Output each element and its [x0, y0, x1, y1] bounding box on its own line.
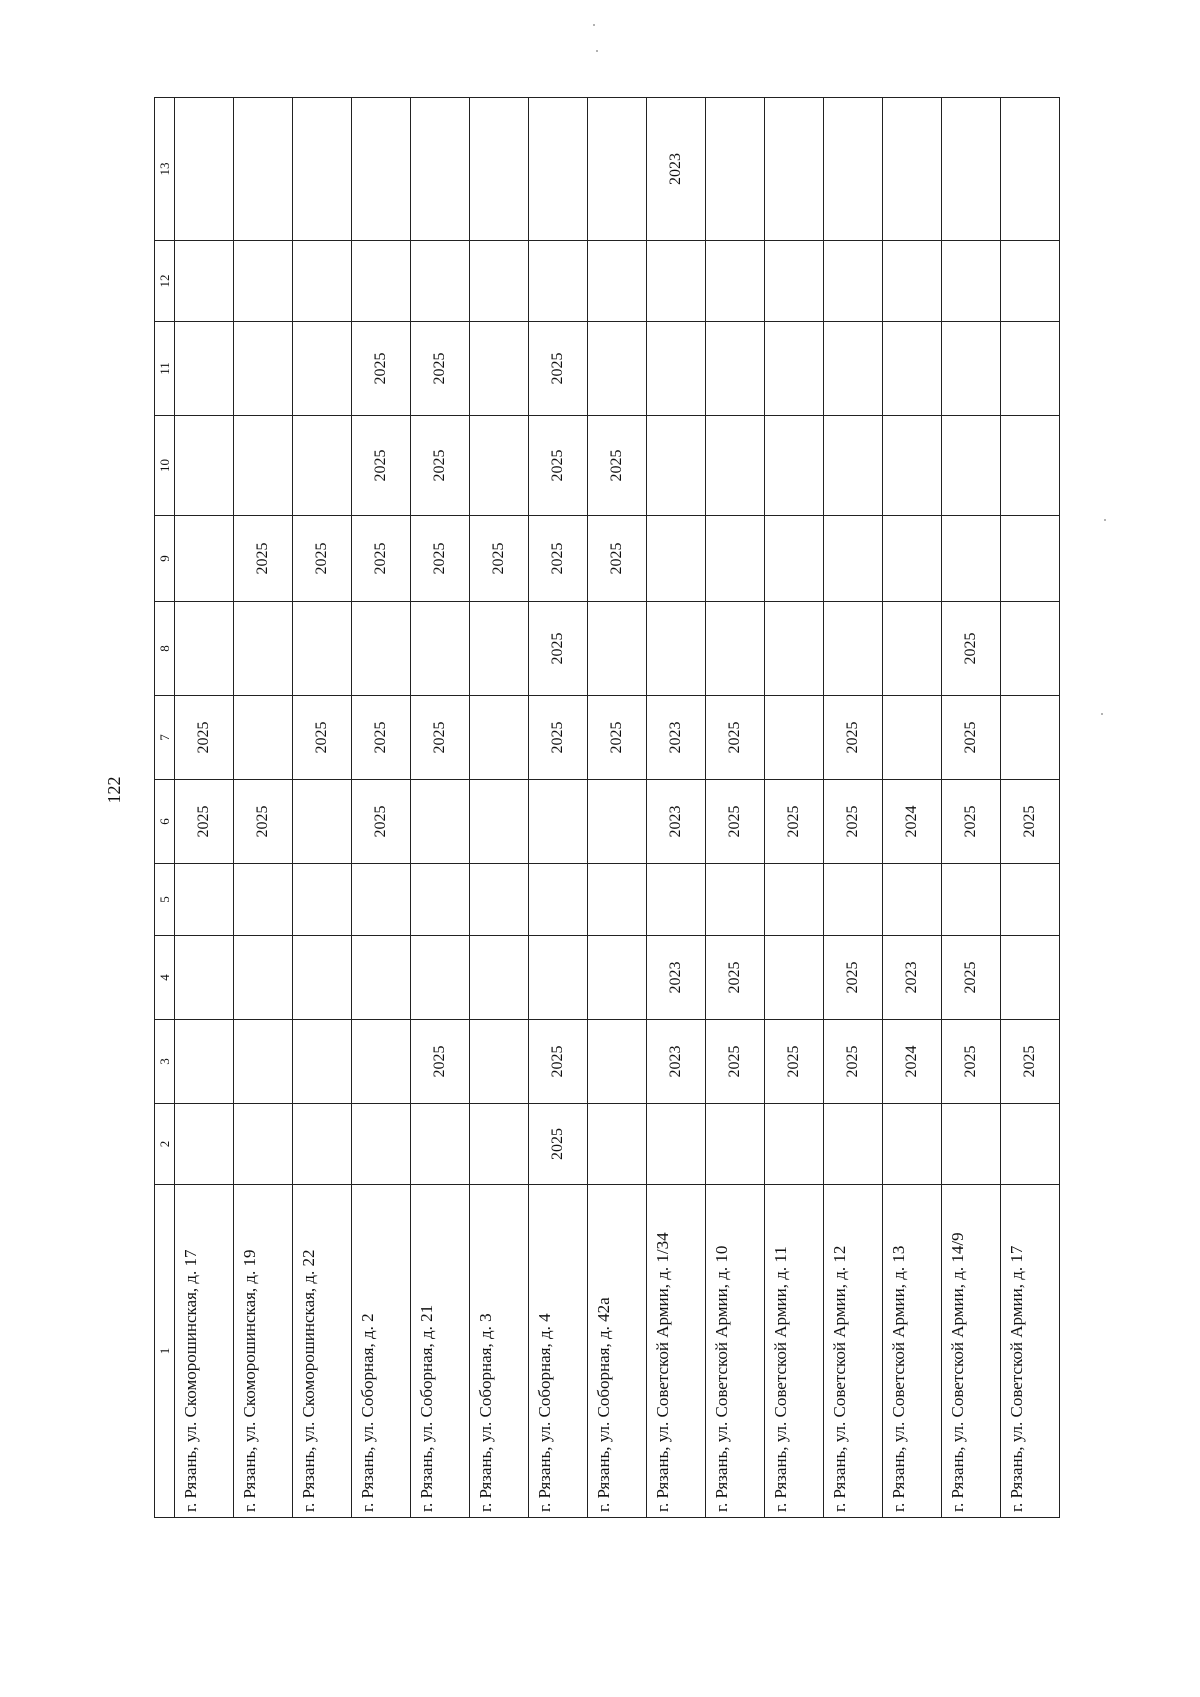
year-cell-col-13	[824, 98, 883, 241]
year-cell-col-8	[824, 602, 883, 696]
column-number-4: 4	[155, 936, 175, 1020]
year-cell-col-10	[942, 416, 1001, 516]
year-cell-col-13	[175, 98, 234, 241]
year-cell-col-13	[470, 98, 529, 241]
year-cell-col-2	[883, 1104, 942, 1185]
year-cell-col-6: 2025	[1001, 780, 1060, 864]
table-row	[293, 98, 352, 1518]
year-cell-col-5	[529, 864, 588, 936]
year-cell-col-12	[529, 241, 588, 322]
year-cell-col-13	[234, 98, 293, 241]
year-cell-col-3: 2024	[883, 1020, 942, 1104]
year-cell-col-13	[352, 98, 411, 241]
year-cell-col-7: 2025	[411, 696, 470, 780]
year-cell-col-9	[765, 516, 824, 602]
year-cell-col-6: 2025	[234, 780, 293, 864]
year-cell-col-4	[293, 936, 352, 1020]
table-row	[588, 98, 647, 1518]
year-cell-col-3	[293, 1020, 352, 1104]
year-cell-col-11	[883, 322, 942, 416]
address-cell: г. Рязань, ул. Соборная, д. 3	[470, 1185, 529, 1518]
year-cell-col-7	[765, 696, 824, 780]
year-cell-col-5	[470, 864, 529, 936]
table-body	[175, 98, 1060, 1518]
year-cell-col-8	[352, 602, 411, 696]
address-cell: г. Рязань, ул. Советской Армии, д. 14/9	[942, 1185, 1001, 1518]
scan-speck	[593, 24, 595, 26]
year-cell-col-11: 2025	[529, 322, 588, 416]
year-cell-col-10	[883, 416, 942, 516]
year-cell-col-3	[234, 1020, 293, 1104]
year-cell-col-6: 2024	[883, 780, 942, 864]
year-cell-col-13	[706, 98, 765, 241]
scan-speck	[596, 50, 598, 52]
year-cell-col-10	[293, 416, 352, 516]
year-cell-col-10: 2025	[588, 416, 647, 516]
year-cell-col-4: 2023	[883, 936, 942, 1020]
year-cell-col-11	[293, 322, 352, 416]
year-cell-col-10	[175, 416, 234, 516]
year-cell-col-8	[1001, 602, 1060, 696]
year-cell-col-12	[647, 241, 706, 322]
year-cell-col-3: 2025	[706, 1020, 765, 1104]
year-cell-col-7	[1001, 696, 1060, 780]
column-number-7: 7	[155, 696, 175, 780]
year-cell-col-6	[529, 780, 588, 864]
year-cell-col-5	[588, 864, 647, 936]
address-cell: г. Рязань, ул. Скоморошинская, д. 22	[293, 1185, 352, 1518]
year-cell-col-12	[765, 241, 824, 322]
table-row	[883, 98, 942, 1518]
column-number-9: 9	[155, 516, 175, 602]
year-cell-col-6	[588, 780, 647, 864]
year-cell-col-8	[883, 602, 942, 696]
table-row	[765, 98, 824, 1518]
rotated-table-frame	[154, 98, 1052, 1518]
year-cell-col-7: 2025	[942, 696, 1001, 780]
year-cell-col-9	[883, 516, 942, 602]
year-cell-col-3: 2023	[647, 1020, 706, 1104]
year-cell-col-5	[706, 864, 765, 936]
year-cell-col-4	[175, 936, 234, 1020]
year-cell-col-3: 2025	[411, 1020, 470, 1104]
year-cell-col-6: 2025	[824, 780, 883, 864]
year-cell-col-12	[234, 241, 293, 322]
year-cell-col-5	[765, 864, 824, 936]
table-row	[1001, 98, 1060, 1518]
year-cell-col-9: 2025	[352, 516, 411, 602]
year-cell-col-2	[706, 1104, 765, 1185]
table-row	[411, 98, 470, 1518]
year-cell-col-9	[706, 516, 765, 602]
year-cell-col-5	[647, 864, 706, 936]
table-row	[470, 98, 529, 1518]
column-number-3: 3	[155, 1020, 175, 1104]
year-cell-col-4	[529, 936, 588, 1020]
year-cell-col-8	[765, 602, 824, 696]
year-cell-col-11	[1001, 322, 1060, 416]
year-cell-col-2	[470, 1104, 529, 1185]
year-cell-col-2	[824, 1104, 883, 1185]
year-cell-col-10	[824, 416, 883, 516]
year-cell-col-12	[942, 241, 1001, 322]
year-cell-col-6: 2025	[942, 780, 1001, 864]
year-cell-col-7: 2025	[588, 696, 647, 780]
year-cell-col-6: 2025	[765, 780, 824, 864]
year-cell-col-8	[647, 602, 706, 696]
year-cell-col-4	[588, 936, 647, 1020]
year-cell-col-7: 2025	[706, 696, 765, 780]
year-cell-col-7: 2025	[352, 696, 411, 780]
year-cell-col-10	[647, 416, 706, 516]
column-number-row	[155, 98, 175, 1518]
year-cell-col-6	[470, 780, 529, 864]
year-cell-col-6: 2023	[647, 780, 706, 864]
scan-speck	[1104, 519, 1106, 521]
year-cell-col-4	[352, 936, 411, 1020]
year-cell-col-3: 2025	[1001, 1020, 1060, 1104]
year-cell-col-7: 2025	[175, 696, 234, 780]
year-cell-col-7: 2023	[647, 696, 706, 780]
year-cell-col-8: 2025	[529, 602, 588, 696]
year-cell-col-11: 2025	[411, 322, 470, 416]
address-cell: г. Рязань, ул. Советской Армии, д. 10	[706, 1185, 765, 1518]
year-cell-col-9	[1001, 516, 1060, 602]
year-cell-col-10: 2025	[529, 416, 588, 516]
year-cell-col-2	[175, 1104, 234, 1185]
year-cell-col-8	[588, 602, 647, 696]
year-cell-col-13	[883, 98, 942, 241]
year-cell-col-11	[234, 322, 293, 416]
address-cell: г. Рязань, ул. Скоморошинская, д. 19	[234, 1185, 293, 1518]
column-number-5: 5	[155, 864, 175, 936]
year-cell-col-11	[470, 322, 529, 416]
year-cell-col-7	[470, 696, 529, 780]
table-row	[352, 98, 411, 1518]
year-cell-col-9: 2025	[529, 516, 588, 602]
address-cell: г. Рязань, ул. Советской Армии, д. 1/34	[647, 1185, 706, 1518]
year-cell-col-13: 2023	[647, 98, 706, 241]
year-cell-col-4	[234, 936, 293, 1020]
year-cell-col-9: 2025	[234, 516, 293, 602]
year-cell-col-3: 2025	[765, 1020, 824, 1104]
year-cell-col-9: 2025	[411, 516, 470, 602]
year-cell-col-12	[1001, 241, 1060, 322]
column-number-11: 11	[155, 322, 175, 416]
year-cell-col-10: 2025	[352, 416, 411, 516]
address-cell: г. Рязань, ул. Соборная, д. 2	[352, 1185, 411, 1518]
address-cell: г. Рязань, ул. Скоморошинская, д. 17	[175, 1185, 234, 1518]
year-cell-col-2: 2025	[529, 1104, 588, 1185]
year-cell-col-8	[175, 602, 234, 696]
year-cell-col-3: 2025	[942, 1020, 1001, 1104]
table-header	[155, 98, 175, 1518]
year-cell-col-12	[411, 241, 470, 322]
year-cell-col-12	[293, 241, 352, 322]
year-cell-col-5	[942, 864, 1001, 936]
year-cell-col-10	[234, 416, 293, 516]
year-cell-col-11: 2025	[352, 322, 411, 416]
year-cell-col-12	[824, 241, 883, 322]
year-cell-col-11	[824, 322, 883, 416]
year-cell-col-7: 2025	[824, 696, 883, 780]
year-cell-col-7: 2025	[529, 696, 588, 780]
table-row	[942, 98, 1001, 1518]
scan-speck	[1101, 713, 1103, 715]
year-cell-col-3	[588, 1020, 647, 1104]
year-cell-col-10: 2025	[411, 416, 470, 516]
address-cell: г. Рязань, ул. Советской Армии, д. 12	[824, 1185, 883, 1518]
year-cell-col-12	[706, 241, 765, 322]
year-cell-col-11	[706, 322, 765, 416]
column-number-8: 8	[155, 602, 175, 696]
year-cell-col-5	[883, 864, 942, 936]
year-cell-col-11	[765, 322, 824, 416]
year-cell-col-11	[647, 322, 706, 416]
year-cell-col-11	[588, 322, 647, 416]
year-cell-col-6: 2025	[175, 780, 234, 864]
year-cell-col-8	[470, 602, 529, 696]
year-cell-col-7	[234, 696, 293, 780]
column-number-2: 2	[155, 1104, 175, 1185]
table-row	[529, 98, 588, 1518]
year-cell-col-11	[175, 322, 234, 416]
year-cell-col-5	[234, 864, 293, 936]
column-number-13: 13	[155, 98, 175, 241]
year-cell-col-9	[824, 516, 883, 602]
address-cell: г. Рязань, ул. Соборная, д. 21	[411, 1185, 470, 1518]
year-cell-col-12	[175, 241, 234, 322]
year-cell-col-12	[352, 241, 411, 322]
year-cell-col-2	[1001, 1104, 1060, 1185]
year-cell-col-4	[411, 936, 470, 1020]
year-cell-col-13	[529, 98, 588, 241]
year-cell-col-2	[588, 1104, 647, 1185]
year-cell-col-4: 2025	[824, 936, 883, 1020]
year-cell-col-6	[411, 780, 470, 864]
year-cell-col-9	[175, 516, 234, 602]
year-cell-col-13	[1001, 98, 1060, 241]
year-cell-col-2	[765, 1104, 824, 1185]
address-cell: г. Рязань, ул. Советской Армии, д. 17	[1001, 1185, 1060, 1518]
year-cell-col-8	[293, 602, 352, 696]
year-cell-col-8	[411, 602, 470, 696]
year-cell-col-13	[588, 98, 647, 241]
table-row	[647, 98, 706, 1518]
year-cell-col-2	[942, 1104, 1001, 1185]
year-cell-col-2	[352, 1104, 411, 1185]
year-cell-col-12	[883, 241, 942, 322]
year-cell-col-3: 2025	[824, 1020, 883, 1104]
address-cell: г. Рязань, ул. Советской Армии, д. 11	[765, 1185, 824, 1518]
year-cell-col-4	[470, 936, 529, 1020]
year-cell-col-3	[352, 1020, 411, 1104]
year-cell-col-5	[824, 864, 883, 936]
year-cell-col-8	[234, 602, 293, 696]
year-cell-col-2	[647, 1104, 706, 1185]
year-cell-col-12	[588, 241, 647, 322]
year-cell-col-9: 2025	[293, 516, 352, 602]
address-cell: г. Рязань, ул. Соборная, д. 42а	[588, 1185, 647, 1518]
year-cell-col-5	[352, 864, 411, 936]
year-cell-col-5	[411, 864, 470, 936]
year-cell-col-4: 2025	[706, 936, 765, 1020]
year-cell-col-5	[1001, 864, 1060, 936]
year-cell-col-2	[234, 1104, 293, 1185]
year-cell-col-5	[175, 864, 234, 936]
year-cell-col-3	[470, 1020, 529, 1104]
year-cell-col-2	[411, 1104, 470, 1185]
year-cell-col-3: 2025	[529, 1020, 588, 1104]
year-cell-col-10	[470, 416, 529, 516]
year-cell-col-12	[470, 241, 529, 322]
year-cell-col-9: 2025	[588, 516, 647, 602]
year-cell-col-13	[942, 98, 1001, 241]
year-cell-col-8	[706, 602, 765, 696]
table-row	[234, 98, 293, 1518]
year-cell-col-9	[942, 516, 1001, 602]
address-cell: г. Рязань, ул. Соборная, д. 4	[529, 1185, 588, 1518]
year-cell-col-6	[293, 780, 352, 864]
year-cell-col-11	[942, 322, 1001, 416]
year-cell-col-13	[293, 98, 352, 241]
year-cell-col-3	[175, 1020, 234, 1104]
year-cell-col-2	[293, 1104, 352, 1185]
year-cell-col-10	[765, 416, 824, 516]
year-cell-col-5	[293, 864, 352, 936]
year-cell-col-6: 2025	[352, 780, 411, 864]
address-cell: г. Рязань, ул. Советской Армии, д. 13	[883, 1185, 942, 1518]
year-cell-col-4	[1001, 936, 1060, 1020]
year-cell-col-7: 2025	[293, 696, 352, 780]
year-cell-col-7	[883, 696, 942, 780]
year-cell-col-10	[706, 416, 765, 516]
column-number-6: 6	[155, 780, 175, 864]
year-cell-col-8: 2025	[942, 602, 1001, 696]
table-row	[824, 98, 883, 1518]
year-cell-col-9: 2025	[470, 516, 529, 602]
column-number-10: 10	[155, 416, 175, 516]
schedule-table	[154, 97, 1060, 1518]
column-number-1: 1	[155, 1185, 175, 1518]
column-number-12: 12	[155, 241, 175, 322]
table-row	[175, 98, 234, 1518]
year-cell-col-4: 2025	[942, 936, 1001, 1020]
page-number: 122	[104, 776, 124, 804]
year-cell-col-13	[411, 98, 470, 241]
year-cell-col-4	[765, 936, 824, 1020]
year-cell-col-10	[1001, 416, 1060, 516]
table-row	[706, 98, 765, 1518]
year-cell-col-4: 2023	[647, 936, 706, 1020]
year-cell-col-9	[647, 516, 706, 602]
year-cell-col-13	[765, 98, 824, 241]
year-cell-col-6: 2025	[706, 780, 765, 864]
